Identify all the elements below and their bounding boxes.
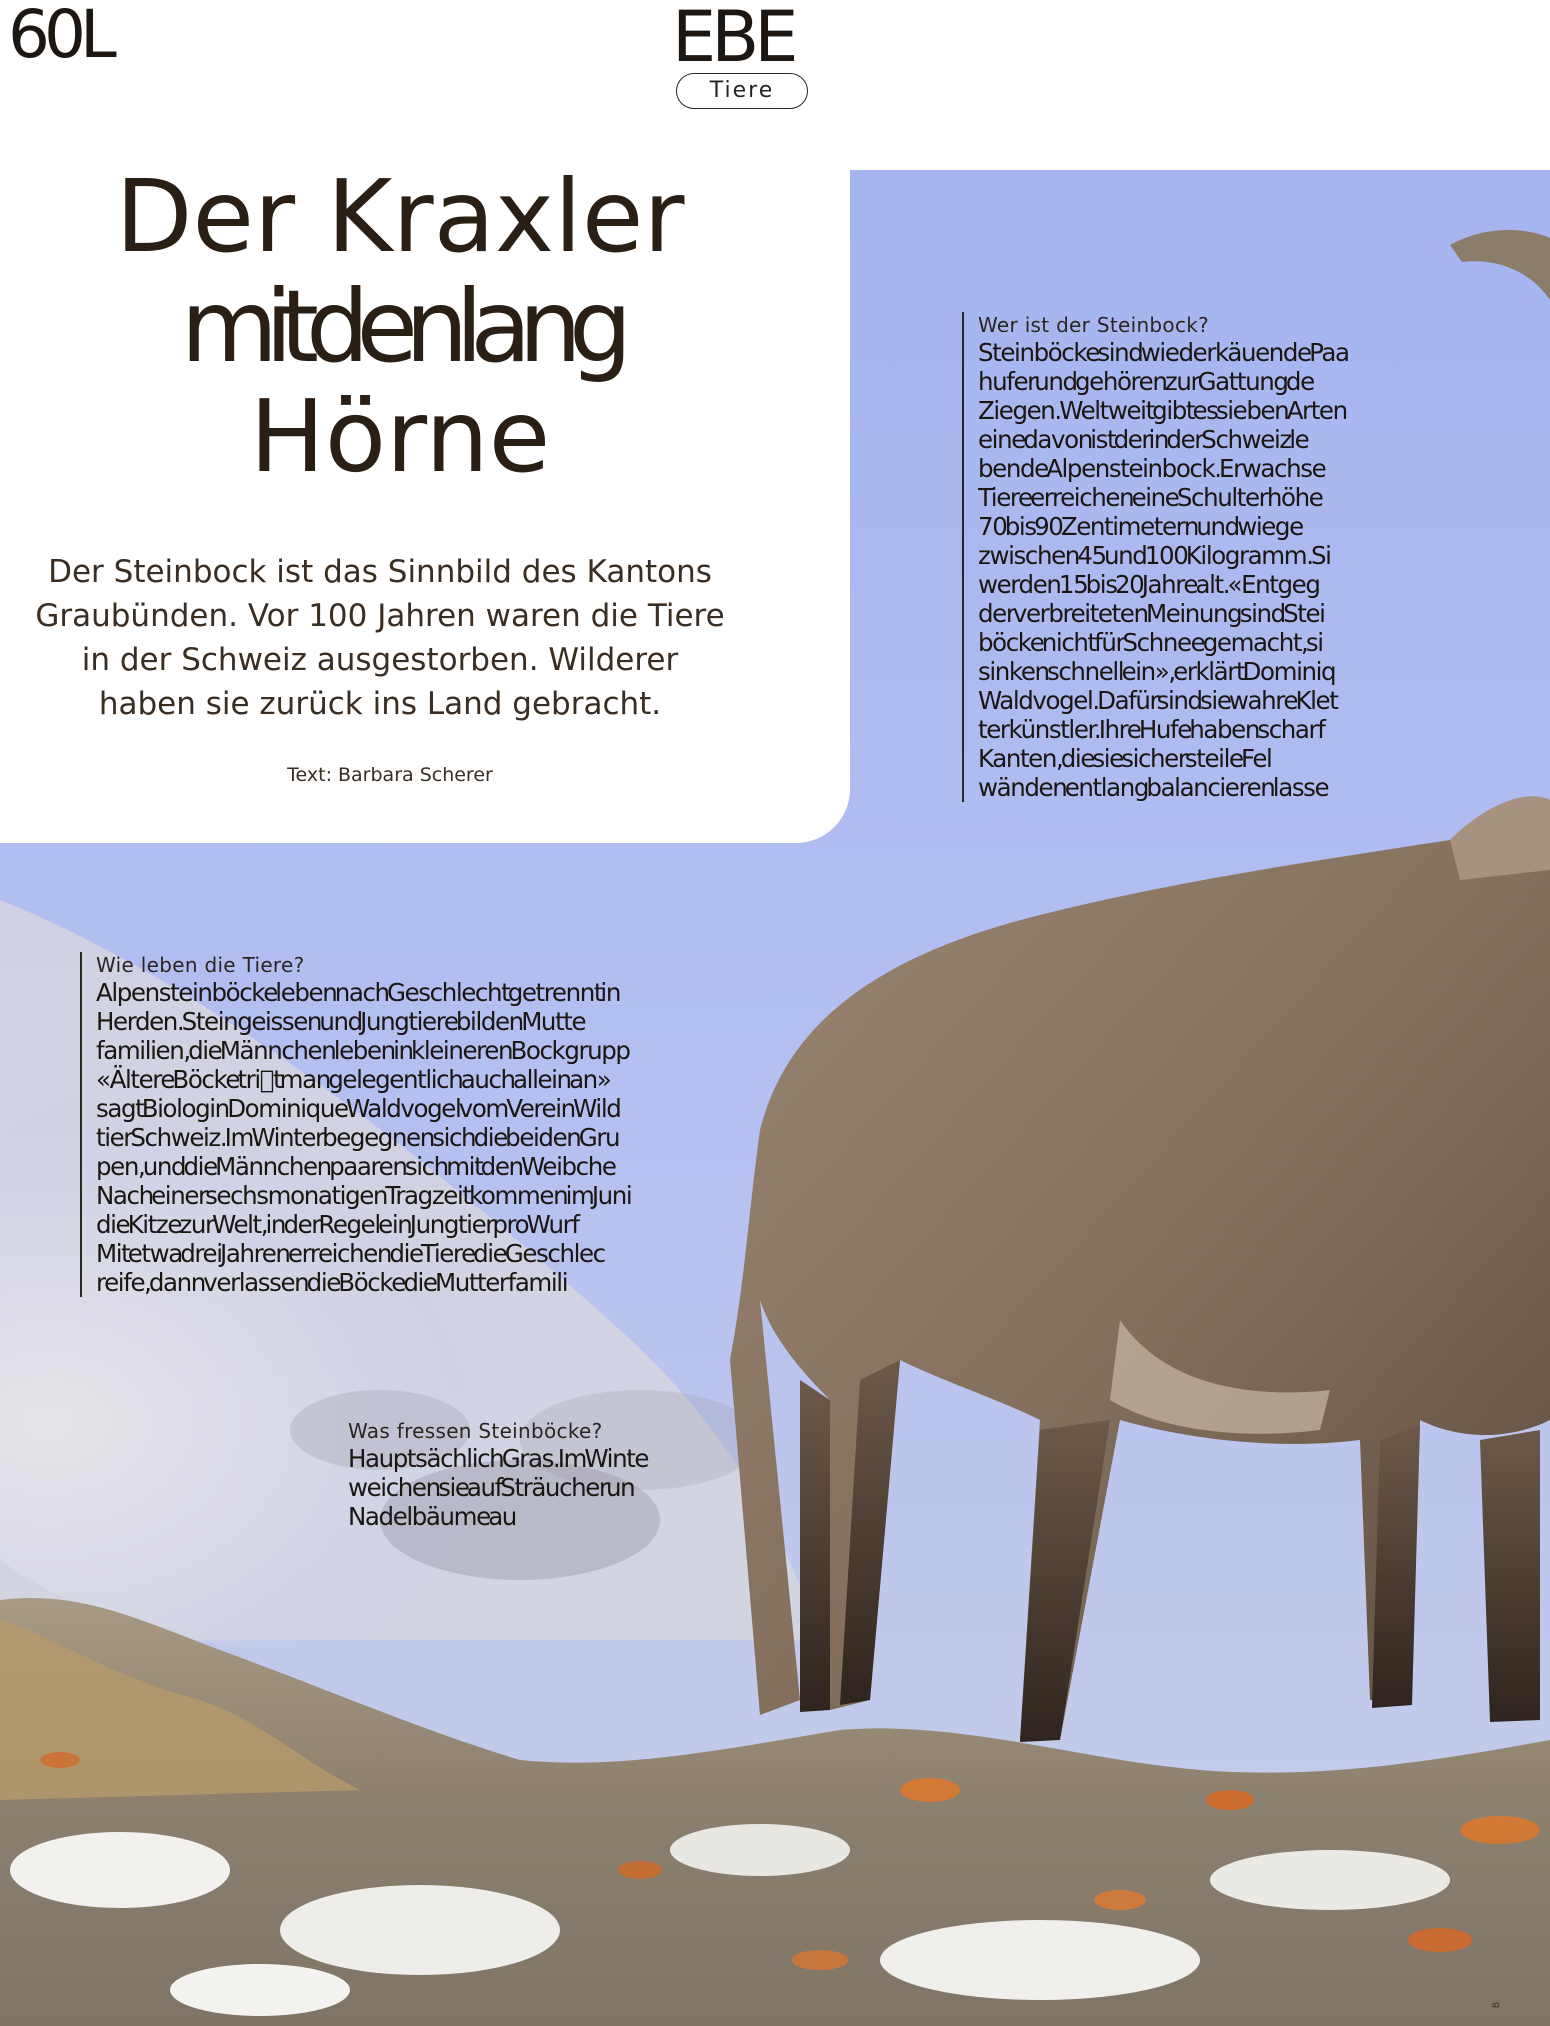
magazine-title: EBE [672,0,794,78]
qa-block-leben [80,952,736,1297]
qa-question: Was fressen Steinböcke? [348,1419,603,1443]
qa-answer: Steinböcke sind wiederkäuende Paa hufer und gehören zur Gattung de Ziegen. Weltweit gibt es sieben Arten eine davon ist der in der Schweiz le bende Alpensteinbock. Erwachse Tiere erreichen eine Schulterhöhe 70 bis 90 Zentimetern und wiege zwischen 45 und 100 Kilogramm. Si werden 15 bis 20 Jahre alt. «Entgeg der verbreiteten Meinung sind Stei böcke nicht für Schnee gemacht, si sinken schnell ein», erklärt Dominiq Waldvogel. Dafür sind sie wahre Klet terkünstler. Ihre Hufe haben scharf Kanten, die sie sicher steile Fel wänden entlang balancieren lasse [978,338,1349,802]
photo-credit: B [1492,2001,1503,2009]
byline: Text: Barbara Scherer [287,764,493,786]
qa-question: Wie leben die Tiere? [96,953,305,977]
headline-line-3: Hörne [249,378,551,495]
section-tag: Tiere [676,73,808,109]
headline [40,158,760,495]
headline-line-1: Der Kraxler [115,158,685,275]
qa-answer: Hauptsächlich Gras. Im Winte weichen sie auf Sträucher un Nadelbäume au [348,1444,649,1531]
qa-block-fressen [346,1418,748,1531]
qa-answer: Alpensteinböcke leben nach Geschlecht getrennt in Herden. Steingeissen und Jungtiere bilden Mutte familien, die Männchen leben in kleineren Bockgrupp «Ältere Böcke tri t man gelegentlich auch allein an» sagt Biologin Dominique Waldvogel vom Verein Wild tier Schweiz. Im Winter begegnen sich die beiden Gru pen, und die Männchen paaren sich mit den Weibche Nach einer sechsmonatigen Tragzeit kommen im Juni die Kitze zur Welt, in der Regel ein Jungtier pro Wurf Mit etwa drei Jahren erreichen die Tiere die Geschlec reife, dann verlassen die Böcke die Mutterfamili [96,978,632,1297]
qa-block-steinbock [962,312,1398,802]
headline-line-2: mitdenlang [180,268,620,385]
lead-paragraph: Der Steinbock ist das Sinnbild des Kantons Graubünden. Vor 100 Jahren waren die Tiere in der Schweiz ausgestorben. Wilderer haben sie zurück ins Land gebracht. [35,554,725,722]
page-number: 60L [8,0,111,73]
qa-question: Wer ist der Steinbock? [978,313,1210,337]
top-white-band [850,0,1550,170]
